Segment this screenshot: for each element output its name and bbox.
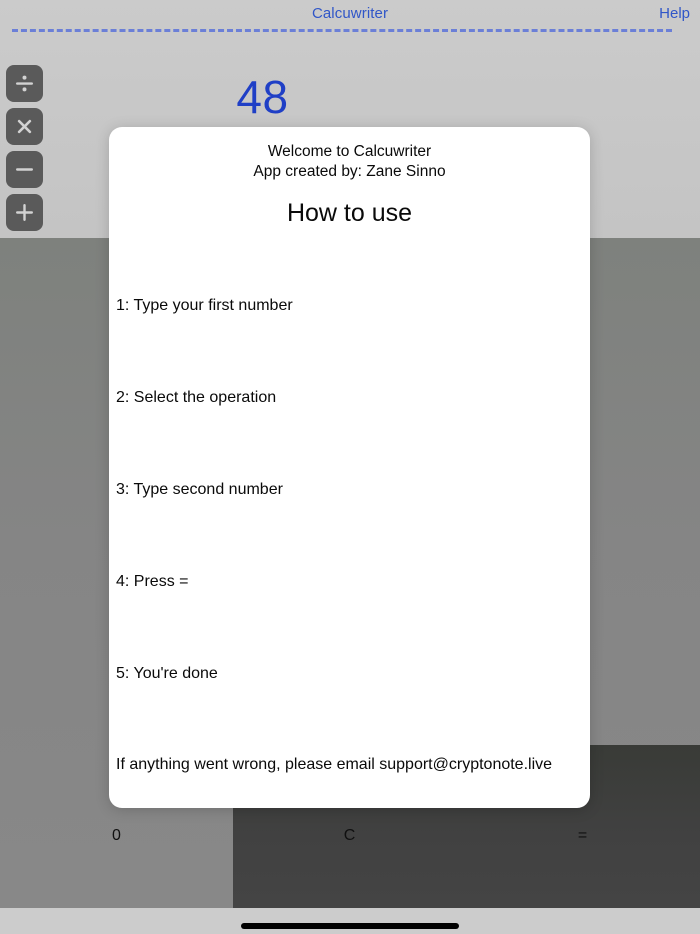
- instruction-step: 3: Type second number: [116, 481, 283, 498]
- page-title: Calcuwriter: [311, 5, 389, 22]
- dialog-support-text: If anything went wrong, please email support@cryptonote.live: [116, 756, 553, 773]
- instruction-step: 1: Type your first number: [116, 297, 293, 314]
- help-link[interactable]: Help: [659, 5, 690, 22]
- dialog-welcome-text: Welcome to Calcuwriter: [267, 143, 432, 160]
- key-equals[interactable]: =: [577, 827, 588, 844]
- how-to-use-dialog: [109, 127, 590, 808]
- dialog-heading: How to use: [286, 199, 413, 227]
- key-clear[interactable]: C: [343, 827, 356, 844]
- instruction-step: 4: Press =: [116, 573, 189, 590]
- dialog-author-text: App created by: Zane Sinno: [253, 163, 446, 180]
- display-value: 48: [236, 71, 289, 123]
- instruction-step: 5: You're done: [116, 665, 218, 682]
- key-zero[interactable]: 0: [112, 827, 121, 844]
- instruction-step: 2: Select the operation: [116, 389, 277, 406]
